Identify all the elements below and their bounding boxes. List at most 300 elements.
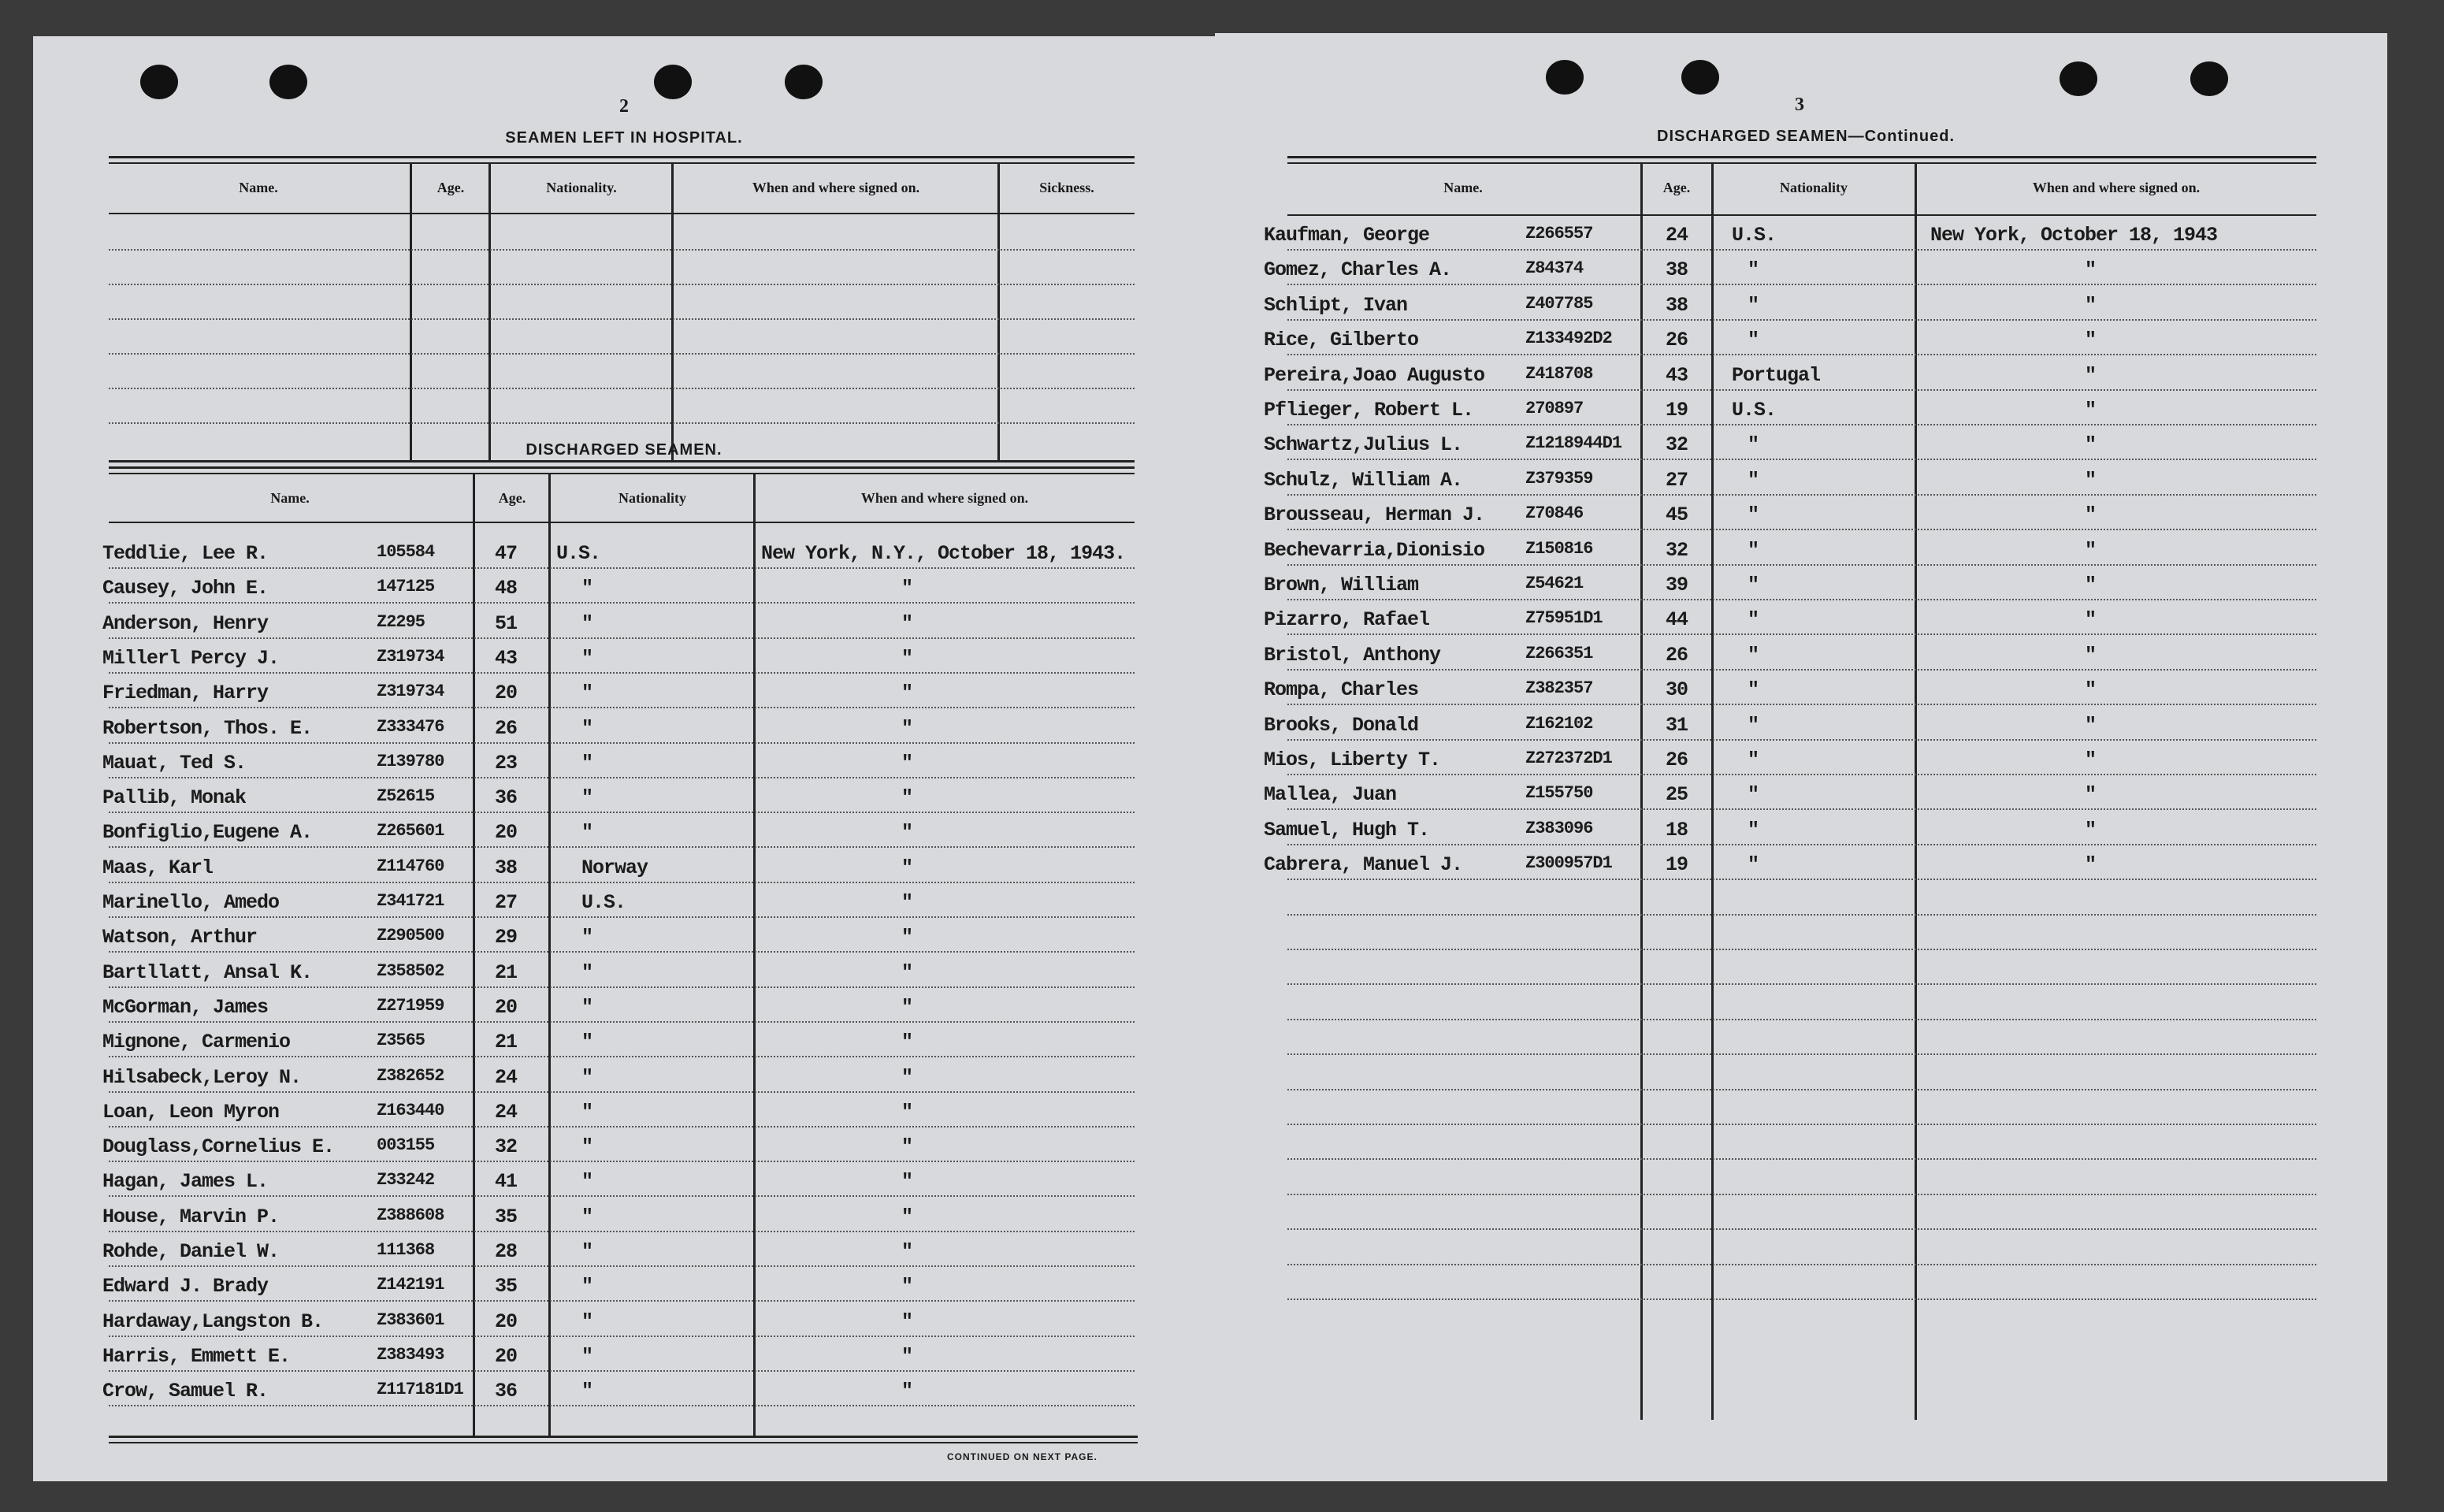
seaman-id: Z418708 bbox=[1525, 364, 1593, 384]
blank-row bbox=[109, 422, 1135, 424]
blank-row-rule bbox=[1287, 983, 2316, 985]
seaman-nationality: " bbox=[1748, 503, 1759, 526]
row-rule bbox=[1287, 389, 2316, 391]
row-rule bbox=[1287, 494, 2316, 496]
seaman-id: Z2295 bbox=[377, 612, 425, 632]
seaman-signed-on: " bbox=[901, 996, 913, 1019]
seaman-id: Z266351 bbox=[1525, 644, 1593, 663]
seaman-id: Z388608 bbox=[377, 1206, 444, 1225]
seaman-name: Bristol, Anthony bbox=[1264, 644, 1441, 667]
row-rule bbox=[109, 1161, 1135, 1162]
seaman-age: 43 bbox=[1666, 364, 1688, 387]
seaman-signed-on: " bbox=[2085, 399, 2097, 422]
seaman-age: 35 bbox=[495, 1206, 518, 1228]
row-rule bbox=[1287, 529, 2316, 530]
seaman-signed-on: " bbox=[901, 891, 913, 914]
seaman-signed-on: " bbox=[901, 1380, 913, 1402]
seaman-id: Z33242 bbox=[377, 1170, 435, 1190]
seaman-age: 24 bbox=[1666, 224, 1688, 247]
blank-row bbox=[109, 353, 1135, 355]
seaman-age: 48 bbox=[495, 577, 518, 600]
seaman-nationality: U.S. bbox=[581, 891, 626, 914]
seaman-name: Hilsabeck,Leroy N. bbox=[102, 1066, 302, 1089]
blank-row-rule bbox=[1287, 1228, 2316, 1230]
seaman-signed-on: " bbox=[901, 1240, 913, 1263]
seaman-age: 29 bbox=[495, 926, 518, 949]
seaman-nationality: " bbox=[581, 717, 593, 740]
seaman-name: Samuel, Hugh T. bbox=[1264, 819, 1430, 841]
rule bbox=[109, 1442, 1138, 1443]
col-divider bbox=[997, 164, 1000, 462]
row-rule bbox=[109, 742, 1135, 744]
blank-row-rule bbox=[1287, 1019, 2316, 1020]
seaman-id: Z266557 bbox=[1525, 224, 1593, 243]
seaman-id: Z383096 bbox=[1525, 819, 1593, 838]
col-header-name: Name. bbox=[1443, 180, 1483, 195]
seaman-name: Pizarro, Rafael bbox=[1264, 608, 1430, 631]
seaman-id: Z271959 bbox=[377, 996, 444, 1016]
seaman-nationality: " bbox=[581, 786, 593, 809]
seaman-age: 19 bbox=[1666, 399, 1688, 422]
seaman-name: Loan, Leon Myron bbox=[102, 1101, 280, 1124]
discharged-continued-title: DISCHARGED SEAMEN—Continued. bbox=[1657, 128, 1955, 145]
col-header-nationality: Nationality bbox=[1779, 180, 1848, 195]
seaman-id: 147125 bbox=[377, 577, 435, 596]
seaman-signed-on: " bbox=[2085, 749, 2097, 771]
continued-note: CONTINUED ON NEXT PAGE. bbox=[947, 1451, 1098, 1462]
seaman-nationality: " bbox=[581, 1170, 593, 1193]
seaman-id: Z139780 bbox=[377, 752, 444, 771]
row-rule bbox=[109, 567, 1135, 569]
seaman-id: Z300957D1 bbox=[1525, 853, 1612, 873]
left-page bbox=[33, 36, 1215, 1481]
seaman-signed-on: " bbox=[901, 577, 913, 600]
row-rule bbox=[109, 986, 1135, 988]
punch-hole bbox=[1681, 60, 1719, 95]
right-page bbox=[1215, 33, 2387, 1481]
seaman-age: 45 bbox=[1666, 503, 1688, 526]
row-rule bbox=[109, 637, 1135, 639]
seaman-age: 38 bbox=[495, 856, 518, 879]
seaman-nationality: " bbox=[1748, 783, 1759, 806]
seaman-nationality: " bbox=[1748, 294, 1759, 317]
seaman-name: Mauat, Ted S. bbox=[102, 752, 247, 775]
seaman-nationality: " bbox=[581, 926, 593, 949]
seaman-id: Z290500 bbox=[377, 926, 444, 945]
col-divider bbox=[488, 164, 491, 462]
seaman-name: Hagan, James L. bbox=[102, 1170, 269, 1193]
seaman-nationality: " bbox=[1748, 714, 1759, 737]
discharged-title: DISCHARGED SEAMEN. bbox=[526, 441, 722, 459]
seaman-signed-on: " bbox=[901, 1066, 913, 1089]
seaman-id: 270897 bbox=[1525, 399, 1584, 418]
seaman-signed-on: " bbox=[901, 856, 913, 879]
seaman-name: Bartllatt, Ansal K. bbox=[102, 961, 313, 984]
page-number: 2 bbox=[619, 96, 629, 117]
seaman-nationality: " bbox=[1748, 853, 1759, 876]
row-rule bbox=[1287, 879, 2316, 880]
seaman-nationality: " bbox=[1748, 608, 1759, 631]
rule bbox=[109, 213, 1135, 214]
punch-hole bbox=[654, 65, 692, 99]
seaman-name: Gomez, Charles A. bbox=[1264, 258, 1452, 281]
seaman-nationality: " bbox=[581, 1240, 593, 1263]
seaman-nationality: " bbox=[1748, 819, 1759, 841]
row-rule bbox=[109, 812, 1135, 813]
row-rule bbox=[109, 846, 1135, 848]
seaman-nationality: " bbox=[1748, 329, 1759, 351]
rule bbox=[109, 1436, 1138, 1438]
seaman-nationality: " bbox=[1748, 258, 1759, 281]
col-header-name: Name. bbox=[270, 490, 310, 506]
blank-row-rule bbox=[1287, 1089, 2316, 1090]
seaman-name: Pflieger, Robert L. bbox=[1264, 399, 1474, 422]
punch-hole bbox=[785, 65, 823, 99]
seaman-id: Z319734 bbox=[377, 647, 444, 667]
seaman-age: 26 bbox=[1666, 749, 1688, 771]
seaman-nationality: " bbox=[1748, 749, 1759, 771]
seaman-id: Z319734 bbox=[377, 682, 444, 701]
seaman-name: Hardaway,Langston B. bbox=[102, 1310, 324, 1333]
punch-hole bbox=[269, 65, 307, 99]
seaman-nationality: " bbox=[581, 1066, 593, 1089]
seaman-signed-on: " bbox=[2085, 608, 2097, 631]
seaman-age: 35 bbox=[495, 1275, 518, 1298]
punch-hole bbox=[2060, 61, 2097, 96]
punch-hole bbox=[1546, 60, 1584, 95]
seaman-nationality: " bbox=[1748, 539, 1759, 562]
seaman-id: Z52615 bbox=[377, 786, 435, 806]
seaman-nationality: " bbox=[581, 1275, 593, 1298]
row-rule bbox=[109, 1336, 1135, 1337]
seaman-age: 39 bbox=[1666, 574, 1688, 596]
punch-hole bbox=[140, 65, 178, 99]
seaman-age: 20 bbox=[495, 821, 518, 844]
col-divider bbox=[671, 164, 674, 462]
seaman-id: Z75951D1 bbox=[1525, 608, 1603, 628]
row-rule bbox=[109, 1231, 1135, 1232]
col-divider bbox=[548, 474, 551, 1437]
seaman-age: 32 bbox=[1666, 433, 1688, 456]
seaman-id: Z133492D2 bbox=[1525, 329, 1612, 348]
row-rule bbox=[1287, 564, 2316, 566]
seaman-signed-on: " bbox=[901, 1310, 913, 1333]
seaman-nationality: " bbox=[581, 961, 593, 984]
hospital-title: SEAMEN LEFT IN HOSPITAL. bbox=[505, 129, 743, 147]
seaman-name: Harris, Emmett E. bbox=[102, 1345, 291, 1368]
seaman-nationality: " bbox=[581, 1206, 593, 1228]
seaman-signed-on: " bbox=[2085, 329, 2097, 351]
seaman-age: 20 bbox=[495, 996, 518, 1019]
seaman-age: 36 bbox=[495, 1380, 518, 1402]
rule bbox=[1287, 162, 2316, 164]
col-header-name: Name. bbox=[239, 180, 278, 195]
seaman-nationality: " bbox=[581, 1310, 593, 1333]
seaman-id: Z383493 bbox=[377, 1345, 444, 1365]
seaman-name: Brousseau, Herman J. bbox=[1264, 503, 1485, 526]
seaman-signed-on: " bbox=[2085, 574, 2097, 596]
rule bbox=[109, 460, 1135, 463]
col-header-signed-on: When and where signed on. bbox=[2032, 180, 2201, 195]
blank-row-rule bbox=[1287, 1053, 2316, 1055]
seaman-age: 32 bbox=[495, 1135, 518, 1158]
blank-row-rule bbox=[1287, 914, 2316, 916]
seaman-nationality: " bbox=[581, 577, 593, 600]
row-rule bbox=[109, 602, 1135, 604]
seaman-name: Maas, Karl bbox=[102, 856, 214, 879]
blank-row-rule bbox=[1287, 1264, 2316, 1265]
seaman-age: 41 bbox=[495, 1170, 518, 1193]
rule bbox=[109, 466, 1135, 469]
blank-row-rule bbox=[1287, 1124, 2316, 1125]
seaman-nationality: " bbox=[581, 647, 593, 670]
row-rule bbox=[1287, 284, 2316, 285]
col-header-age: Age. bbox=[436, 180, 465, 195]
seaman-nationality: " bbox=[581, 1380, 593, 1402]
row-rule bbox=[1287, 774, 2316, 775]
row-rule bbox=[109, 777, 1135, 778]
seaman-nationality: U.S. bbox=[1732, 224, 1777, 247]
seaman-id: Z333476 bbox=[377, 717, 444, 737]
seaman-signed-on: " bbox=[901, 1275, 913, 1298]
seaman-id: Z142191 bbox=[377, 1275, 444, 1295]
seaman-name: Pereira,Joao Augusto bbox=[1264, 364, 1485, 387]
seaman-signed-on: " bbox=[901, 1101, 913, 1124]
seaman-nationality: " bbox=[581, 1135, 593, 1158]
seaman-nationality: " bbox=[1748, 469, 1759, 492]
seaman-signed-on: " bbox=[901, 682, 913, 704]
seaman-signed-on: " bbox=[2085, 853, 2097, 876]
seaman-signed-on: " bbox=[901, 752, 913, 775]
seaman-nationality: " bbox=[581, 752, 593, 775]
seaman-name: Bechevarria,Dionisio bbox=[1264, 539, 1485, 562]
seaman-name: Watson, Arthur bbox=[102, 926, 258, 949]
seaman-name: Causey, John E. bbox=[102, 577, 269, 600]
seaman-id: Z358502 bbox=[377, 961, 444, 981]
seaman-signed-on: " bbox=[901, 1206, 913, 1228]
col-divider bbox=[1711, 164, 1714, 1420]
seaman-age: 24 bbox=[495, 1066, 518, 1089]
seaman-name: Millerl Percy J. bbox=[102, 647, 280, 670]
blank-row bbox=[109, 318, 1135, 320]
seaman-age: 20 bbox=[495, 682, 518, 704]
seaman-name: Pallib, Monak bbox=[102, 786, 247, 809]
row-rule bbox=[1287, 808, 2316, 810]
seaman-signed-on: " bbox=[901, 1170, 913, 1193]
blank-row bbox=[109, 249, 1135, 251]
seaman-signed-on: " bbox=[2085, 783, 2097, 806]
seaman-age: 27 bbox=[495, 891, 518, 914]
seaman-age: 27 bbox=[1666, 469, 1688, 492]
seaman-name: McGorman, James bbox=[102, 996, 269, 1019]
seaman-id: Z114760 bbox=[377, 856, 444, 876]
seaman-name: Schwartz,Julius L. bbox=[1264, 433, 1463, 456]
seaman-nationality: U.S. bbox=[556, 542, 601, 565]
seaman-signed-on: " bbox=[2085, 364, 2097, 387]
seaman-age: 18 bbox=[1666, 819, 1688, 841]
seaman-age: 23 bbox=[495, 752, 518, 775]
seaman-id: Z70846 bbox=[1525, 503, 1584, 523]
seaman-id: 105584 bbox=[377, 542, 435, 562]
row-rule bbox=[109, 916, 1135, 918]
col-header-sickness: Sickness. bbox=[1039, 180, 1094, 195]
seaman-age: 21 bbox=[495, 961, 518, 984]
row-rule bbox=[1287, 249, 2316, 251]
seaman-nationality: " bbox=[581, 821, 593, 844]
row-rule bbox=[1287, 669, 2316, 671]
row-rule bbox=[109, 1021, 1135, 1023]
seaman-id: Z383601 bbox=[377, 1310, 444, 1330]
col-header-nationality: Nationality. bbox=[546, 180, 617, 195]
seaman-nationality: " bbox=[581, 1031, 593, 1053]
seaman-age: 31 bbox=[1666, 714, 1688, 737]
seaman-age: 24 bbox=[495, 1101, 518, 1124]
col-header-signed-on: When and where signed on. bbox=[860, 490, 1029, 506]
rule bbox=[109, 473, 1135, 474]
seaman-signed-on: " bbox=[2085, 469, 2097, 492]
seaman-age: 28 bbox=[495, 1240, 518, 1263]
seaman-signed-on: " bbox=[2085, 644, 2097, 667]
seaman-age: 38 bbox=[1666, 258, 1688, 281]
seaman-id: Z341721 bbox=[377, 891, 444, 911]
seaman-id: 003155 bbox=[377, 1135, 435, 1155]
row-rule bbox=[1287, 319, 2316, 321]
seaman-nationality: " bbox=[1748, 678, 1759, 701]
rule bbox=[109, 162, 1135, 164]
seaman-nationality: " bbox=[581, 612, 593, 635]
seaman-id: Z117181D1 bbox=[377, 1380, 463, 1399]
seaman-name: Kaufman, George bbox=[1264, 224, 1430, 247]
seaman-name: Rompa, Charles bbox=[1264, 678, 1419, 701]
seaman-signed-on: " bbox=[901, 961, 913, 984]
seaman-name: Mignone, Carmenio bbox=[102, 1031, 291, 1053]
row-rule bbox=[109, 951, 1135, 953]
blank-row-rule bbox=[1287, 1298, 2316, 1300]
seaman-age: 47 bbox=[495, 542, 518, 565]
col-header-nationality: Nationality bbox=[618, 490, 686, 506]
seaman-id: Z379359 bbox=[1525, 469, 1593, 489]
seaman-name: Crow, Samuel R. bbox=[102, 1380, 269, 1402]
blank-row-rule bbox=[1287, 949, 2316, 950]
seaman-id: Z155750 bbox=[1525, 783, 1593, 803]
seaman-age: 20 bbox=[495, 1310, 518, 1333]
row-rule bbox=[109, 672, 1135, 674]
row-rule bbox=[1287, 424, 2316, 425]
page-number: 3 bbox=[1795, 95, 1804, 115]
seaman-id: Z407785 bbox=[1525, 294, 1593, 314]
seaman-id: Z150816 bbox=[1525, 539, 1593, 559]
seaman-signed-on: " bbox=[2085, 714, 2097, 737]
seaman-name: Douglass,Cornelius E. bbox=[102, 1135, 335, 1158]
seaman-signed-on: " bbox=[2085, 678, 2097, 701]
col-divider bbox=[753, 474, 756, 1437]
blank-row bbox=[109, 388, 1135, 389]
rule bbox=[1287, 156, 2316, 158]
seaman-name: Mios, Liberty T. bbox=[1264, 749, 1441, 771]
seaman-name: Edward J. Brady bbox=[102, 1275, 269, 1298]
seaman-signed-on: New York, N.Y., October 18, 1943. bbox=[761, 542, 1126, 565]
seaman-nationality: " bbox=[581, 996, 593, 1019]
seaman-signed-on: " bbox=[2085, 819, 2097, 841]
seaman-signed-on: " bbox=[901, 1031, 913, 1053]
seaman-nationality: " bbox=[581, 682, 593, 704]
seaman-nationality: " bbox=[1748, 433, 1759, 456]
seaman-age: 26 bbox=[1666, 329, 1688, 351]
row-rule bbox=[1287, 459, 2316, 460]
row-rule bbox=[1287, 354, 2316, 355]
col-divider bbox=[1915, 164, 1917, 1420]
seaman-nationality: U.S. bbox=[1732, 399, 1777, 422]
seaman-name: Rohde, Daniel W. bbox=[102, 1240, 280, 1263]
seaman-signed-on: " bbox=[901, 647, 913, 670]
rule bbox=[109, 522, 1135, 523]
col-divider bbox=[1640, 164, 1643, 1420]
seaman-age: 30 bbox=[1666, 678, 1688, 701]
seaman-signed-on: " bbox=[2085, 258, 2097, 281]
seaman-name: Anderson, Henry bbox=[102, 612, 269, 635]
seaman-name: Schulz, William A. bbox=[1264, 469, 1463, 492]
rule bbox=[109, 156, 1135, 158]
seaman-name: Brown, William bbox=[1264, 574, 1419, 596]
row-rule bbox=[1287, 599, 2316, 600]
col-header-age: Age. bbox=[498, 490, 526, 506]
row-rule bbox=[109, 707, 1135, 708]
seaman-id: Z3565 bbox=[377, 1031, 425, 1050]
seaman-nationality: Norway bbox=[581, 856, 648, 879]
seaman-id: Z382652 bbox=[377, 1066, 444, 1086]
row-rule bbox=[109, 1370, 1135, 1372]
row-rule bbox=[109, 1405, 1135, 1406]
seaman-nationality: " bbox=[1748, 574, 1759, 596]
seaman-age: 26 bbox=[1666, 644, 1688, 667]
seaman-name: Teddlie, Lee R. bbox=[102, 542, 269, 565]
seaman-age: 36 bbox=[495, 786, 518, 809]
col-divider bbox=[473, 474, 475, 1437]
seaman-nationality: " bbox=[581, 1345, 593, 1368]
seaman-signed-on: " bbox=[901, 717, 913, 740]
col-header-age: Age. bbox=[1662, 180, 1691, 195]
seaman-name: Cabrera, Manuel J. bbox=[1264, 853, 1463, 876]
seaman-nationality: " bbox=[581, 1101, 593, 1124]
seaman-nationality: Portugal bbox=[1732, 364, 1821, 387]
row-rule bbox=[1287, 739, 2316, 741]
row-rule bbox=[1287, 633, 2316, 635]
seaman-id: Z162102 bbox=[1525, 714, 1593, 734]
seaman-signed-on: " bbox=[2085, 433, 2097, 456]
blank-row bbox=[109, 284, 1135, 285]
seaman-signed-on: " bbox=[901, 926, 913, 949]
row-rule bbox=[109, 1265, 1135, 1267]
seaman-name: Schlipt, Ivan bbox=[1264, 294, 1408, 317]
blank-row-rule bbox=[1287, 1158, 2316, 1160]
seaman-id: Z382357 bbox=[1525, 678, 1593, 698]
seaman-age: 21 bbox=[495, 1031, 518, 1053]
seaman-signed-on: " bbox=[2085, 294, 2097, 317]
seaman-age: 43 bbox=[495, 647, 518, 670]
row-rule bbox=[1287, 704, 2316, 705]
seaman-name: House, Marvin P. bbox=[102, 1206, 280, 1228]
row-rule bbox=[1287, 844, 2316, 845]
seaman-name: Bonfiglio,Eugene A. bbox=[102, 821, 313, 844]
seaman-id: Z163440 bbox=[377, 1101, 444, 1120]
row-rule bbox=[109, 1091, 1135, 1093]
seaman-name: Friedman, Harry bbox=[102, 682, 269, 704]
seaman-id: Z54621 bbox=[1525, 574, 1584, 593]
row-rule bbox=[109, 1056, 1135, 1057]
seaman-name: Marinello, Amedo bbox=[102, 891, 280, 914]
seaman-signed-on: " bbox=[2085, 539, 2097, 562]
seaman-age: 19 bbox=[1666, 853, 1688, 876]
